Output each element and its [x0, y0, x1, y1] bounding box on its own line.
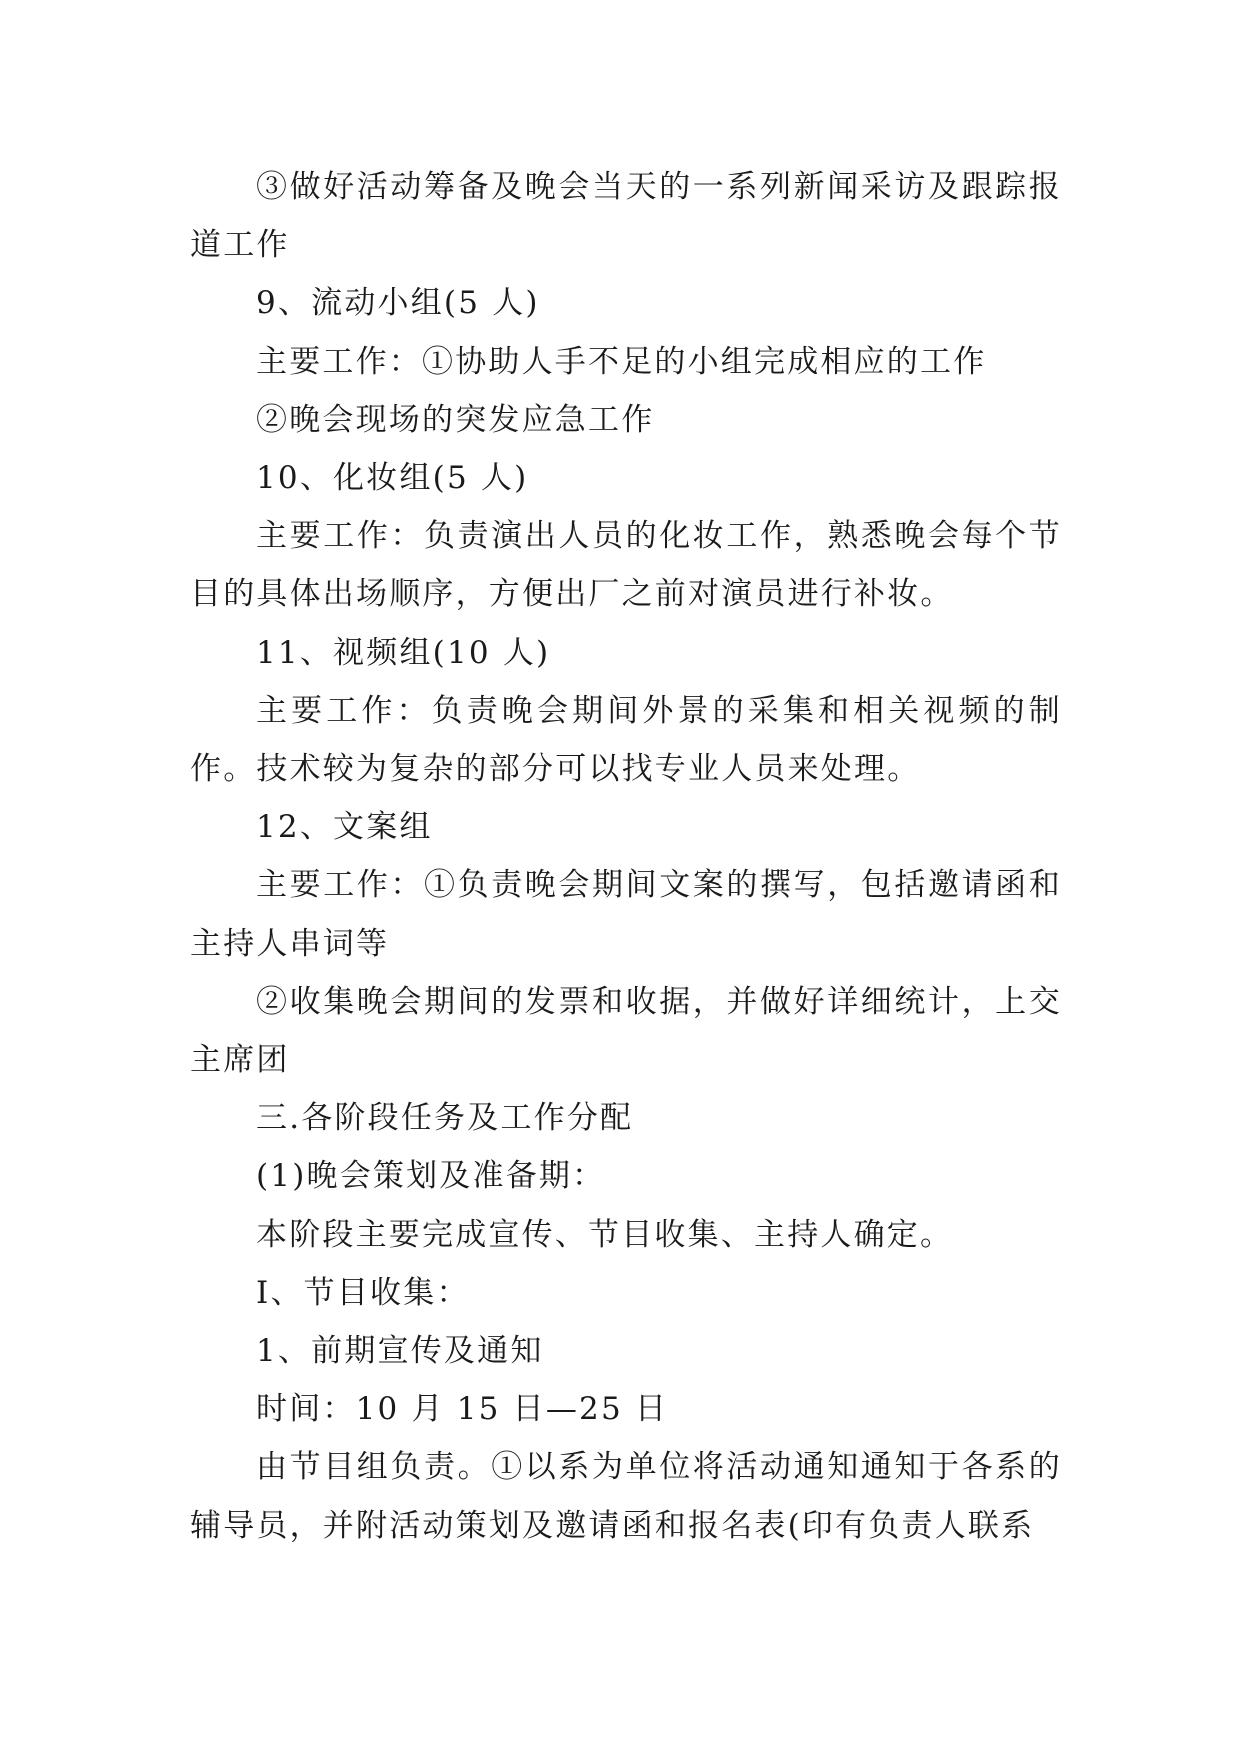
paragraph: 主要工作：负责演出人员的化妆工作，熟悉晚会每个节目的具体出场顺序，方便出厂之前对演员进行补妆。 — [190, 518, 1062, 613]
document-body — [190, 158, 1062, 1555]
section-heading-stage-tasks: 三.各阶段任务及工作分配 — [256, 1100, 634, 1137]
paragraph-time: 时间：10 月 15 日—25 日 — [256, 1391, 669, 1428]
paragraph: 主要工作：负责晚会期间外景的采集和相关视频的制作。技术较为复杂的部分可以找专业人员来处理。 — [190, 692, 1062, 788]
section-heading-video-group: 11、视频组(10 人) — [256, 634, 551, 671]
paragraph: 由节目组负责。①以系为单位将活动通知通知于各系的辅导员，并附活动策划及邀请函和报名表(印有负责人联系 — [190, 1449, 1062, 1544]
section-heading-mobile-group: 9、流动小组(5 人) — [256, 285, 540, 322]
paragraph: 本阶段主要完成宣传、节目收集、主持人确定。 — [256, 1216, 954, 1253]
paragraph: 主要工作：①协助人手不足的小组完成相应的工作 — [256, 343, 987, 380]
paragraph: 主要工作：①负责晚会期间文案的撰写，包括邀请函和主持人串词等 — [190, 867, 1062, 962]
section-heading-copywriting-group: 12、文案组 — [256, 809, 433, 846]
subsection-heading-program-collection: Ⅰ、节目收集： — [256, 1274, 470, 1311]
paragraph: ③做好活动筹备及晚会当天的一系列新闻采访及跟踪报道工作 — [190, 169, 1062, 264]
section-heading-makeup-group: 10、化妆组(5 人) — [256, 460, 529, 497]
subsection-heading-planning-period: (1)晚会策划及准备期： — [256, 1158, 606, 1195]
list-heading-publicity: 1、前期宣传及通知 — [256, 1333, 544, 1370]
paragraph: ②晚会现场的突发应急工作 — [256, 401, 655, 438]
paragraph: ②收集晚会期间的发票和收据，并做好详细统计，上交主席团 — [190, 983, 1062, 1079]
